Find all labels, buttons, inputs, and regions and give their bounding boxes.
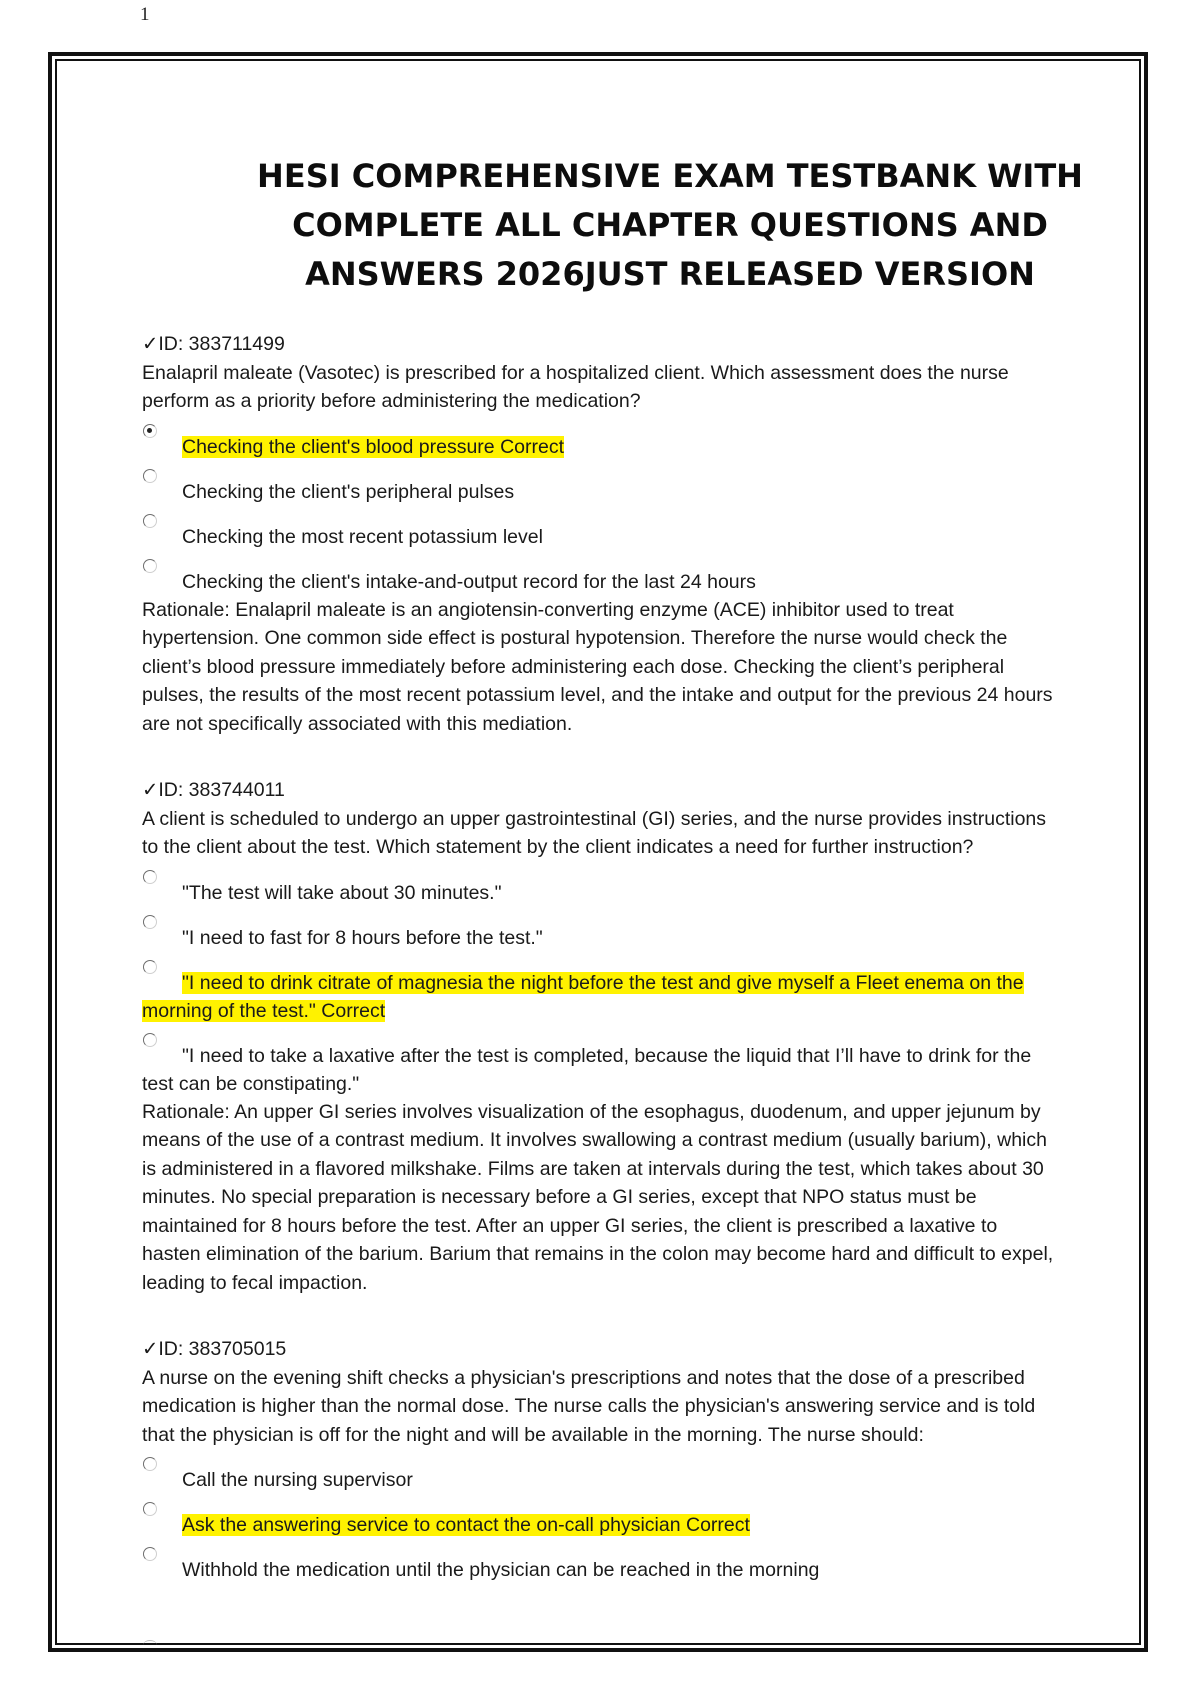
answer-option[interactable] [142,924,1057,952]
answer-option[interactable] [142,1466,1057,1494]
radio-icon [143,1640,157,1650]
question-id: ✓ID: 383705015 [142,1338,287,1360]
rationale-text: Rationale: An upper GI series involves visualization of the esophagus, duodenum, and upper jejunum by means of the use of a contrast medium. It involves swallowing a contrast medium (usually barium), which is administered in a flavored milkshake. Films are taken at intervals during the test, which takes about 30 minutes. No special preparation is necessary before a GI series, except that NPO status must be maintained for 8 hours before the test. After an upper GI series, the client is prescribed a laxative to hasten elimination of the barium. Barium that remains in the colon may become hard and difficult to expel, leading to fecal impaction. [142,1100,1054,1294]
rationale-text: Rationale: Enalapril maleate is an angiotensin-converting enzyme (ACE) inhibitor used to treat hypertension. One common side effect is postural hypotension. Therefore the nurse would check the client’s blood pressure immediately before administering each dose. Checking the client’s peripheral pulses, the results of the most recent potassium level, and the intake and output for the previous 24 hours are not specifically associated with this mediation. [142,598,1053,735]
question-block [142,776,1057,1297]
radio-icon[interactable] [143,915,157,929]
radio-icon[interactable] [143,559,157,573]
answer-option-label: Checking the client's peripheral pulses [182,480,515,503]
answer-option-label: "I need to fast for 8 hours before the test." [182,926,543,949]
radio-icon[interactable] [143,960,157,974]
title-line-1: HESI COMPREHENSIVE EXAM TESTBANK WITH [257,157,1083,195]
radio-icon[interactable] [143,469,157,483]
question-id: ✓ID: 383744011 [142,779,285,801]
radio-icon[interactable] [143,1457,157,1471]
answer-option[interactable] [142,879,1057,907]
answer-option[interactable] [142,478,1057,506]
answer-option[interactable] [142,523,1057,551]
answer-option[interactable] [142,969,1057,1025]
answer-option[interactable] [142,1042,1057,1098]
radio-icon[interactable] [143,1033,157,1047]
answer-option-label: Withhold the medication until the physician can be reached in the morning [182,1559,820,1581]
answer-option-label: Ask the answering service to contact the on-call physician Correct [182,1514,750,1536]
radio-icon[interactable] [143,870,157,884]
answer-option-label: Checking the client's intake-and-output record for the last 24 hours [182,570,756,593]
question-text: A client is scheduled to undergo an upper gastrointestinal (GI) series, and the nurse provides instructions to the client about the test. Which statement by the client indicates a need for further instruction? [142,807,1047,858]
title-line-2: COMPLETE ALL CHAPTER QUESTIONS AND [292,206,1048,244]
question-block [142,330,1057,738]
question-list [142,330,1057,1622]
answer-option-label: Checking the most recent potassium level [182,525,543,548]
radio-icon[interactable] [143,514,157,528]
answer-option[interactable] [142,568,1057,596]
answer-option[interactable] [142,433,1057,461]
page-number: 1 [140,4,150,25]
answer-option-label: "The test will take about 30 minutes." [182,881,502,904]
answer-option[interactable] [142,1511,1057,1539]
question-text: A nurse on the evening shift checks a physician's prescriptions and notes that the dose of a prescribed medication is higher than the normal dose. The nurse calls the physician's answering service and is told that the physician is off for the night and will be available in the morning. The nurse should: [142,1366,1036,1446]
title-line-3: ANSWERS 2026JUST RELEASED VERSION [305,255,1035,293]
question-text: Enalapril maleate (Vasotec) is prescribed for a hospitalized client. Which assessment does the nurse perform as a priority before administering the medication? [142,361,1009,412]
radio-selected-icon[interactable] [143,424,157,438]
radio-icon[interactable] [143,1502,157,1516]
answer-option-label: "I need to drink citrate of magnesia the night before the test and give myself a Fleet enema on the morning of the test." Correct [142,971,1024,1022]
answer-option[interactable] [142,1556,1057,1584]
answer-option-label: Checking the client's blood pressure Correct [182,435,564,458]
document-title [230,152,1110,299]
answer-option-label: Call the nursing supervisor [182,1469,413,1491]
question-block [142,1335,1057,1584]
answer-option-label: "I need to take a laxative after the test is completed, because the liquid that I’ll have to drink for the test can be constipating." [142,1044,1032,1095]
radio-icon[interactable] [143,1547,157,1561]
question-id: ✓ID: 383711499 [142,333,285,355]
